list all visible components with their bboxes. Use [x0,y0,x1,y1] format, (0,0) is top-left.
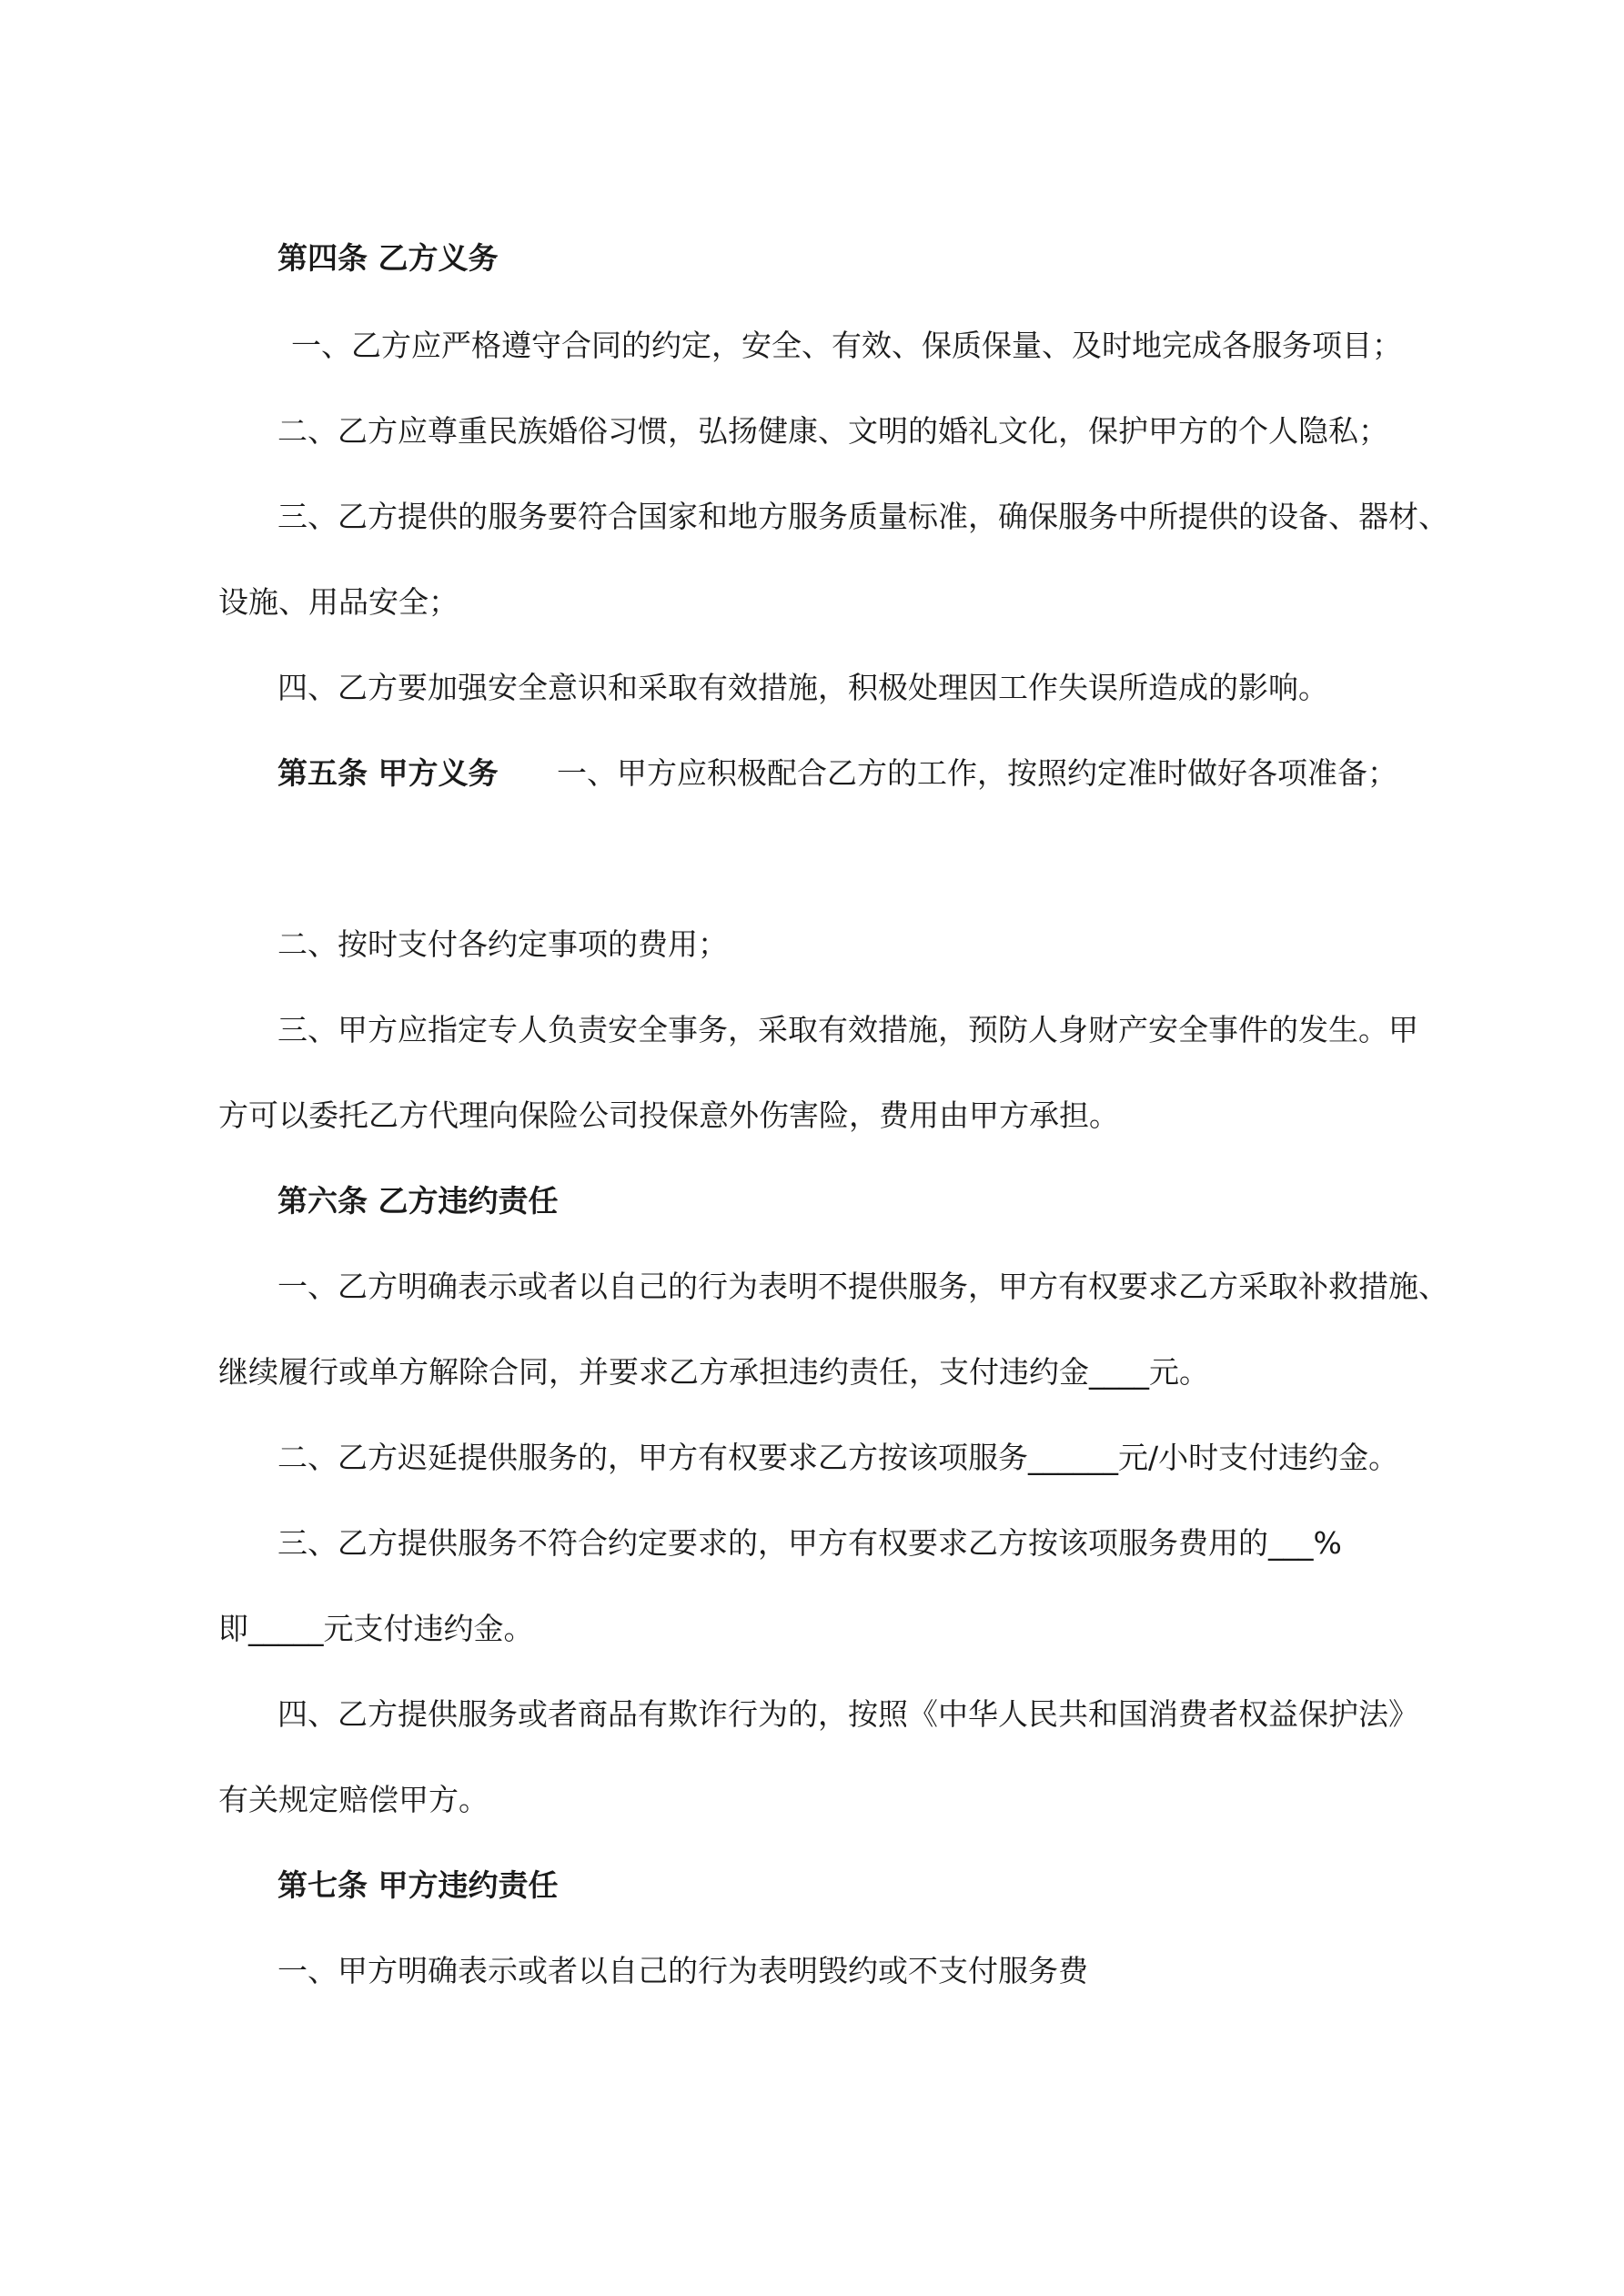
article7-heading: 第七条 甲方违约责任 [277,1867,559,1903]
article5-item2: 二、按时支付各约定事项的费用； [277,926,728,962]
article5-item3-line1: 三、甲方应指定专人负责安全事务，采取有效措施，预防人身财产安全事件的发生。甲 [277,1012,1418,1047]
article4-item2: 二、乙方应尊重民族婚俗习惯，弘扬健康、文明的婚礼文化，保护甲方的个人隐私； [277,413,1388,449]
article4-item3-line1: 三、乙方提供的服务要符合国家和地方服务质量标准，确保服务中所提供的设备、器材、 [277,499,1448,534]
article6-item4-line2: 有关规定赔偿甲方。 [218,1782,489,1817]
article4-item3-line2: 设施、用品安全； [218,584,459,620]
article6-item3-line2: 即_____元支付违约金。 [218,1611,534,1646]
article7-item1: 一、甲方明确表示或者以自己的行为表明毁约或不支付服务费 [277,1953,1088,1988]
article6-item4-line1: 四、乙方提供服务或者商品有欺诈行为的，按照《中华人民共和国消费者权益保护法》 [277,1696,1418,1732]
article4-heading: 第四条 乙方义务 [277,240,499,276]
article6-item1-line2: 继续履行或单方解除合同，并要求乙方承担违约责任，支付违约金____元。 [218,1354,1209,1390]
article5-item1: 一、甲方应积极配合乙方的工作，按照约定准时做好各项准备； [557,755,1397,791]
article4-item4: 四、乙方要加强安全意识和采取有效措施，积极处理因工作失误所造成的影响。 [277,670,1328,705]
article5-heading: 第五条 甲方义务 [277,755,499,791]
article6-item2: 二、乙方迟延提供服务的，甲方有权要求乙方按该项服务______元/小时支付违约金。 [277,1440,1399,1475]
article6-item3-line1: 三、乙方提供服务不符合约定要求的，甲方有权要求乙方按该项服务费用的___% [277,1525,1342,1561]
article5-item3-line2: 方可以委托乙方代理向保险公司投保意外伤害险，费用由甲方承担。 [218,1097,1119,1133]
article6-item1-line1: 一、乙方明确表示或者以自己的行为表明不提供服务，甲方有权要求乙方采取补救措施、 [277,1269,1448,1304]
article6-heading: 第六条 乙方违约责任 [277,1183,559,1219]
article4-item1: 一、乙方应严格遵守合同的约定，安全、有效、保质保量、及时地完成各服务项目； [291,328,1402,363]
